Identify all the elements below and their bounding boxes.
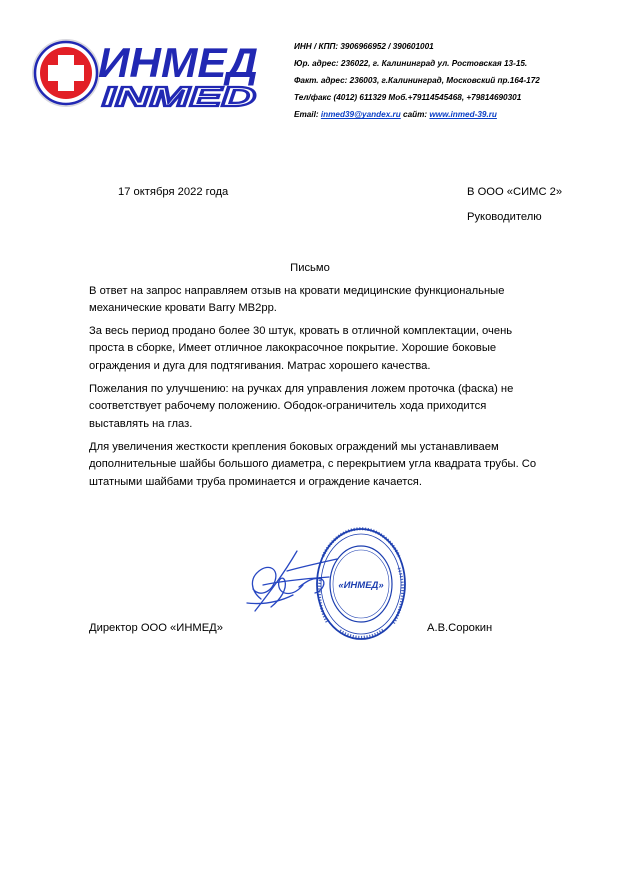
stamp-center-text: «ИНМЕД»	[338, 580, 384, 591]
letter-date: 17 октября 2022 года	[118, 186, 229, 198]
email-row	[294, 106, 604, 123]
paragraph: В ответ на запрос направляем отзыв на кровати медицинские функциональные механические кровати Barry MB2pp.	[89, 285, 505, 315]
medical-cross-icon	[32, 39, 100, 107]
logo-text-lat: INMED	[102, 81, 256, 112]
logo-text-ru: ИНМЕД	[98, 39, 258, 86]
inn-kpp: ИНН / КПП: 3906966952 / 390601001	[294, 42, 434, 51]
paragraph: За весь период продано более 30 штук, кровать в отличной комплектации, очень проста в сборке, Имеет отличное лакокрасочное покрытие. Хорошие боковые ограждения и дуга для подтягивания. Матрас хорошего качества.	[89, 325, 513, 372]
email-link[interactable]: inmed39@yandex.ru	[320, 110, 401, 120]
paragraph: Пожелания по улучшению: на ручках для управления ложем проточка (фаска) не соответствует рабочему положению. Ободок-ограничитель хода приходится выставлять на глаз.	[89, 383, 514, 430]
phones: Тел/факс (4012) 611329 Моб.+79114545468, +79814690301	[294, 93, 522, 103]
actual-address: Факт. адрес: 236003, г.Калининград, Московский пр.164-172	[294, 76, 540, 86]
letter-subject: Письмо	[290, 262, 330, 274]
site-link[interactable]: www.inmed-39.ru	[429, 110, 497, 120]
recipient-org: В ООО «СИМС 2»	[467, 186, 563, 198]
paragraph: Для увеличения жесткости крепления боковых ограждений мы устанавливаем дополнительные шайбы большого диаметра, с перекрытием угла квадрата трубы. Со штатными шайбами труба проминается и ограждение качается.	[89, 441, 537, 488]
company-contacts	[294, 38, 604, 123]
signatory-name: А.В.Сорокин	[427, 622, 493, 634]
company-stamp	[313, 526, 409, 642]
recipient-person: Руководителю	[467, 211, 542, 223]
company-logo	[30, 32, 262, 114]
email-label: Email:	[294, 110, 321, 120]
signatory-title: Директор ООО «ИНМЕД»	[89, 622, 223, 634]
site-label: сайт:	[400, 110, 430, 120]
legal-address: Юр. адрес: 236022, г. Калининград ул. Ростовская 13-15.	[294, 59, 528, 69]
